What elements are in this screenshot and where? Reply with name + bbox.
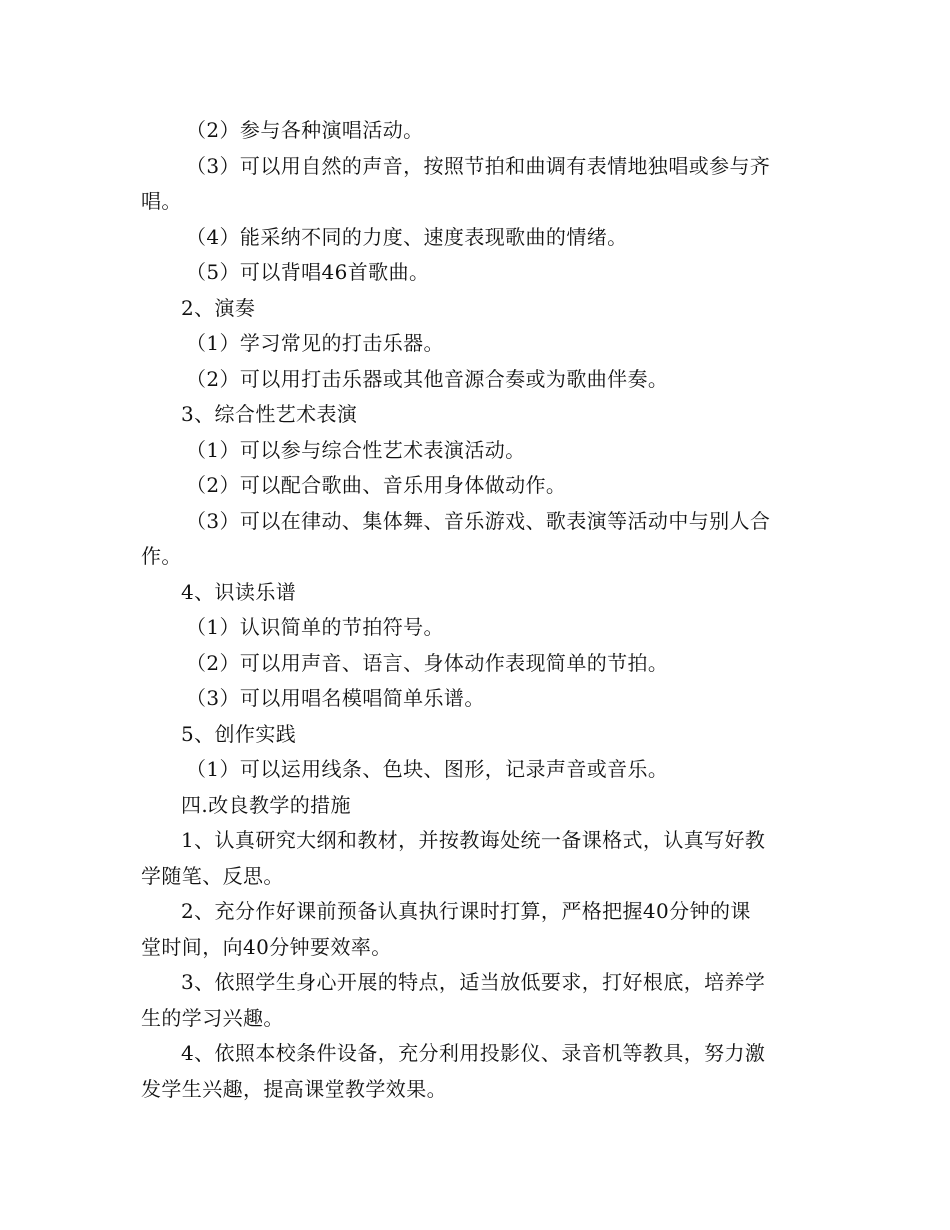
list-item: （4）能采纳不同的力度、速度表现歌曲的情绪。: [186, 224, 628, 249]
list-item: （1）认识简单的节拍符号。: [186, 615, 444, 639]
paragraph-line: 4、依照本校条件设备，充分利用投影仪、录音机等教具，努力激: [181, 1041, 766, 1065]
section-heading: 4、识读乐谱: [181, 579, 297, 604]
list-item: （1）学习常见的打击乐器。: [186, 331, 444, 355]
list-item: （1）可以运用线条、色块、图形，记录声音或音乐。: [186, 757, 669, 781]
list-item: （2）可以用声音、语言、身体动作表现简单的节拍。: [186, 650, 669, 675]
list-item: （2）可以配合歌曲、音乐用身体做动作。: [186, 473, 567, 497]
paragraph-continuation: 生的学习兴趣。: [141, 1005, 284, 1030]
document-body: [141, 113, 811, 1107]
list-item-continuation: 作。: [141, 544, 182, 568]
section-heading: 5、创作实践: [181, 721, 297, 746]
chapter-heading: 四.改良教学的措施: [181, 792, 351, 817]
list-item: （3）可以用自然的声音，按照节拍和曲调有表情地独唱或参与齐: [186, 153, 771, 178]
paragraph-continuation: 学随笔、反思。: [141, 863, 284, 888]
paragraph-continuation: 堂时间，向40分钟要效率。: [141, 934, 392, 959]
list-item: （3）可以在律动、集体舞、音乐游戏、歌表演等活动中与别人合: [186, 508, 771, 533]
paragraph-continuation: 发学生兴趣，提高课堂教学效果。: [141, 1076, 447, 1101]
section-heading: 3、综合性艺术表演: [181, 402, 358, 426]
list-item: （5）可以背唱46首歌曲。: [186, 260, 430, 284]
paragraph-line: 2、充分作好课前预备认真执行课时打算，严格把握40分钟的课: [181, 899, 751, 923]
section-heading: 2、演奏: [181, 295, 256, 320]
list-item: （1）可以参与综合性艺术表演活动。: [186, 437, 526, 462]
paragraph-line: 3、依照学生身心开展的特点，适当放低要求，打好根底，培养学: [181, 970, 766, 994]
list-item: （3）可以用唱名模唱简单乐谱。: [186, 686, 485, 710]
paragraph-line: 1、认真研究大纲和教材，并按教诲处统一备课格式，认真写好教: [181, 828, 766, 852]
list-item: （2）参与各种演唱活动。: [186, 118, 424, 142]
list-item: （2）可以用打击乐器或其他音源合奏或为歌曲伴奏。: [186, 366, 669, 391]
list-item-continuation: 唱。: [141, 189, 182, 213]
